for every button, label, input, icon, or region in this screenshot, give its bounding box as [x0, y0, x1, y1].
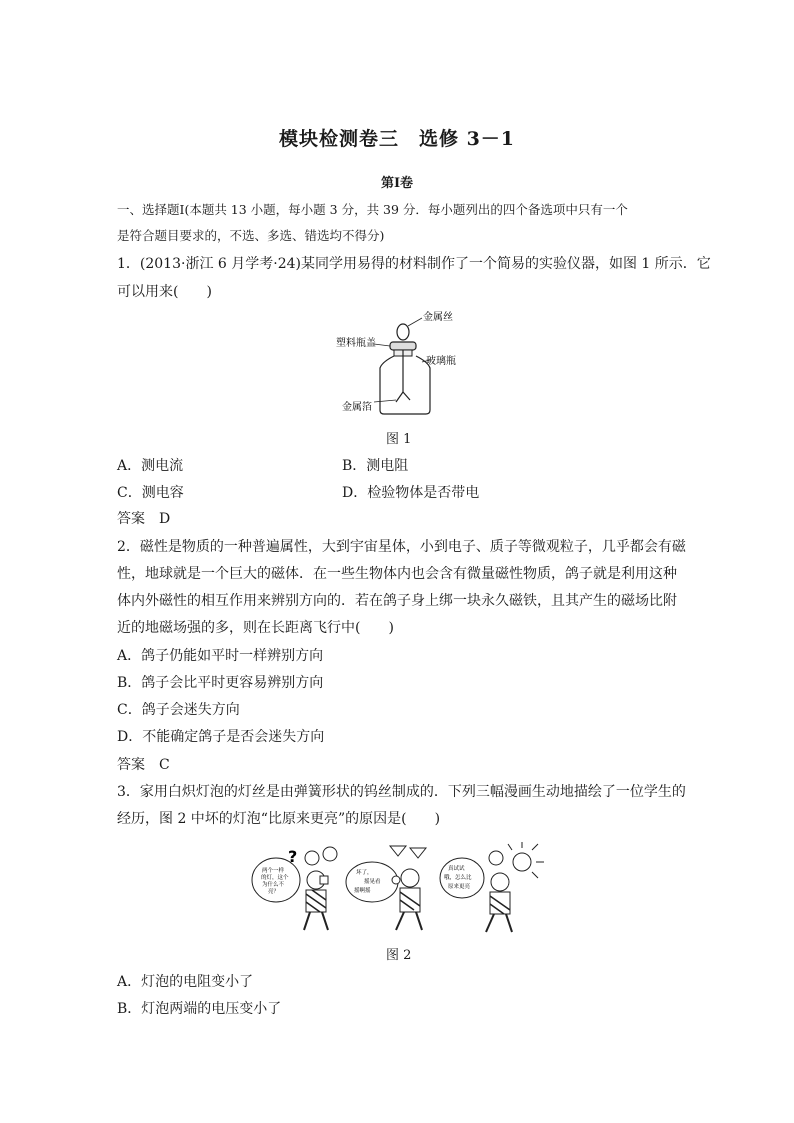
q2-option-b: B．鸽子会比平时更容易辨别方向	[117, 675, 324, 691]
q2-stem-line3: 体内外磁性的相互作用来辨别方向的．若在鸽子身上绑一块永久磁铁，且其产生的磁场比附	[117, 593, 677, 609]
svg-text:的灯，这个: 的灯，这个	[261, 875, 289, 881]
q1-option-d: D．检验物体是否带电	[342, 485, 480, 501]
q1-stem-line1: 1．(2013·浙江 6 月学考·24)某同学用易得的材料制作了一个简易的实验仪器，如图 1 所示．它	[117, 256, 711, 272]
q2-stem-line4: 近的地磁场强的多，则在长距离飞行中( )	[117, 620, 394, 636]
q1-stem-line2: 可以用来( )	[117, 284, 212, 300]
q2-option-c: C．鸽子会迷失方向	[117, 702, 240, 718]
q1-option-b: B．测电阻	[342, 458, 409, 474]
q1-option-a: A．测电流	[117, 458, 184, 474]
q3-option-a: A．灯泡的电阻变小了	[117, 974, 254, 990]
q1-option-c: C．测电容	[117, 485, 184, 501]
svg-text:真试试: 真试试	[448, 866, 465, 872]
label-wire: 金属丝	[423, 312, 453, 323]
svg-text:摇啊摇: 摇啊摇	[354, 888, 371, 894]
label-cap: 塑料瓶盖	[336, 338, 376, 349]
q3-stem-line2: 经历，图 2 中坏的灯泡“比原来更亮”的原因是( )	[117, 811, 441, 827]
foil-icon	[396, 392, 403, 402]
q3-option-b: B．灯泡两端的电压变小了	[117, 1001, 282, 1017]
cartoon-panel-3	[440, 842, 544, 932]
section-instructions-line1: 一、选择题Ⅰ(本题共 13 小题，每小题 3 分，共 39 分．每小题列出的四个备选项中只有一个	[117, 202, 628, 217]
q1-answer: 答案 D	[117, 511, 171, 527]
figure-2-caption: 图 2	[386, 948, 412, 963]
svg-text:两个一样: 两个一样	[262, 868, 285, 874]
figure-1-caption: 图 1	[386, 432, 412, 447]
svg-text:亮？: 亮？	[268, 889, 280, 895]
bottle-icon	[380, 356, 430, 414]
label-bottle: 玻璃瓶	[426, 356, 456, 367]
section-instructions-line2: 是符合题目要求的，不选、多选、错选均不得分)	[117, 228, 385, 243]
page-title: 模块检测卷三 选修 3－1	[278, 128, 516, 150]
volume-heading: 第Ⅰ卷	[380, 176, 414, 191]
svg-text:为什么不: 为什么不	[262, 882, 285, 888]
q2-stem-line2: 性，地球就是一个巨大的磁体．在一些生物体内也会含有微量磁性物质，鸽子就是利用这种	[117, 566, 677, 582]
svg-text:摇晃看: 摇晃看	[364, 879, 381, 885]
svg-text:哦，怎么比: 哦，怎么比	[444, 875, 472, 881]
q3-stem-line1: 3．家用白炽灯泡的灯丝是由弹簧形状的钨丝制成的．下列三幅漫画生动地描绘了一位学生的	[117, 784, 686, 800]
q2-stem-line1: 2．磁性是物质的一种普遍属性，大到宇宙星体，小到电子、质子等微观粒子，几乎都会有磁	[117, 539, 686, 555]
figure-2-cartoon	[250, 840, 550, 940]
cartoon-panel-1	[252, 847, 337, 930]
q2-option-a: A．鸽子仍能如平时一样辨别方向	[117, 648, 324, 664]
cap-icon	[390, 342, 416, 350]
label-foil: 金属箔	[342, 402, 372, 413]
svg-text:坏了，: 坏了，	[356, 870, 373, 876]
svg-text:?: ?	[288, 847, 298, 866]
cartoon-panel-2	[346, 846, 426, 930]
q2-answer: 答案 C	[117, 757, 170, 773]
wire-loop-icon	[397, 324, 409, 340]
figure-1-electroscope	[330, 310, 480, 420]
q2-option-d: D．不能确定鸽子是否会迷失方向	[117, 729, 325, 745]
svg-text:原来更亮: 原来更亮	[448, 884, 471, 890]
